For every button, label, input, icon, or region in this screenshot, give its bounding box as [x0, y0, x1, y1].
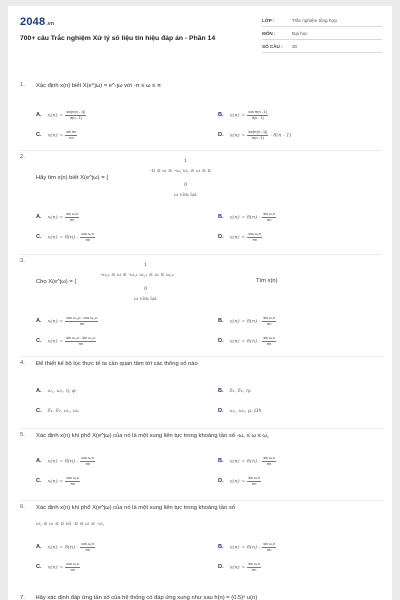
question-7: [20, 595, 257, 600]
option-lhs: x(n) =: [47, 478, 64, 485]
piecewise-condition: -π ≤ ω ≤ -ω꜀ ω꜀ ≤ ω ≤ π: [150, 168, 211, 174]
option-fraction: [262, 212, 276, 222]
option-fraction: [65, 562, 80, 572]
option-lhs: x(n) =: [47, 214, 64, 221]
option-c[interactable]: [36, 232, 95, 242]
option-letter: D.: [218, 408, 224, 414]
fraction-numerator: sin(π(n - 1)): [248, 130, 268, 134]
fraction-denominator: πn: [266, 321, 272, 326]
option-letter: A.: [36, 388, 42, 394]
divider: [20, 150, 382, 151]
piecewise-value: 1: [144, 262, 148, 268]
logo-suffix: .vn: [46, 21, 55, 27]
option-c[interactable]: [36, 130, 77, 140]
option-lhs: δ₁, δ₂, ω꜀, ωₚ: [47, 408, 80, 414]
piecewise-value: 1: [184, 158, 188, 164]
question-stem: Xác định x(n) khi phổ X(e^jω) của nó là một xung liên tục trong khoảng tần số: [36, 505, 235, 511]
fraction-numerator: sin πn: [66, 130, 77, 134]
fraction-numerator: sin ω꜀n: [263, 336, 275, 340]
fraction-numerator: cos ω꜀₂n - cos ω꜀₁n: [66, 316, 98, 320]
option-lhs: x(n) = δ(n) -: [47, 458, 79, 465]
option-lhs: x(n) =: [47, 132, 64, 139]
question-number: 5.: [20, 432, 25, 438]
option-c[interactable]: [36, 408, 79, 414]
option-lhs: x(n) = δ(n) -: [229, 338, 261, 345]
fraction-numerator: sin ω꜀n: [248, 476, 260, 480]
fraction-denominator: πn: [252, 237, 257, 242]
fraction-denominator: πn: [78, 341, 84, 346]
option-fraction: [65, 316, 98, 326]
option-fraction: [80, 456, 95, 466]
option-letter: B.: [218, 458, 224, 465]
divider: [20, 356, 382, 357]
option-fraction: [65, 130, 77, 140]
question-number: 2.: [20, 154, 25, 160]
option-letter: D.: [218, 132, 224, 139]
option-fraction: [65, 110, 86, 120]
option-c[interactable]: [36, 476, 80, 486]
fraction-numerator: cos π(n - 1): [248, 110, 267, 114]
piecewise-condition: -ω꜀₂ ≤ ω ≤ -ω꜀₁ ω꜀₁ ≤ ω ≤ ω꜀₂: [100, 272, 174, 278]
option-letter: B.: [218, 112, 224, 119]
option-lhs: x(n) = δ(n) -: [47, 544, 79, 551]
option-letter: D.: [218, 338, 224, 345]
option-fraction: [80, 542, 95, 552]
option-d[interactable]: [218, 130, 291, 140]
option-letter: D.: [218, 478, 224, 485]
question-stem-after: Tìm x(n): [256, 278, 278, 284]
fraction-numerator: cos ω꜀n: [81, 456, 94, 460]
option-fraction: [65, 336, 96, 346]
option-a[interactable]: [36, 542, 95, 552]
option-letter: A.: [36, 458, 42, 465]
meta-row-count: [262, 42, 382, 53]
option-fraction: [262, 316, 276, 326]
fraction-denominator: πn: [266, 547, 272, 552]
option-b[interactable]: [218, 110, 268, 120]
fraction-denominator: πn: [70, 481, 75, 486]
fraction-numerator: cos ω꜀n: [66, 562, 79, 566]
divider: [20, 428, 382, 429]
meta-value: Trắc nghiệm tổng hợp: [292, 18, 337, 23]
option-lhs: x(n) =: [47, 112, 64, 119]
option-fraction: [247, 232, 262, 242]
question-stem: [36, 278, 382, 286]
option-fraction: [247, 562, 261, 572]
option-lhs: x(n) = δ(n) -: [47, 234, 79, 241]
option-d[interactable]: [218, 562, 261, 572]
meta-key: MÔN :: [262, 31, 276, 36]
option-lhs: x(n) =: [229, 234, 246, 241]
question-stem: Xác định x(n) khi phổ X(e^jω) của nó là một xung liên tục trong khoảng tần số -ω꜀ ≤ ω ≤ ω꜀: [36, 433, 269, 439]
option-fraction: [65, 476, 80, 486]
option-b[interactable]: [218, 456, 276, 466]
piecewise-value: 0: [144, 286, 148, 292]
option-b[interactable]: [218, 212, 276, 222]
question-stem: Để thiết kế bộ lọc thực tế ta cần quan tâm tới các thông số nào: [36, 361, 198, 367]
fraction-numerator: cos ω꜀n: [81, 232, 94, 236]
option-letter: B.: [218, 318, 224, 325]
option-letter: A.: [36, 214, 42, 221]
piecewise-value: 0: [184, 182, 188, 188]
option-letter: C.: [36, 564, 42, 571]
question-stem: Hãy tìm x(n) biết X(e^jω) = {: [36, 175, 109, 181]
fraction-numerator: sin ω꜀n: [263, 456, 275, 460]
fraction-denominator: πn: [85, 461, 90, 466]
option-letter: D.: [218, 234, 224, 241]
question-stem: Xác định x(n) biết X(e^jω) = e^-jω với -π ≤ ω ≤ π: [36, 83, 161, 89]
question-number: 6.: [20, 504, 25, 510]
question-number: 3.: [20, 258, 25, 264]
option-d[interactable]: [218, 476, 261, 486]
option-a[interactable]: [36, 316, 98, 326]
fraction-numerator: cos ω꜀n: [81, 542, 94, 546]
question-1: [20, 82, 382, 144]
meta-row-class: [262, 16, 382, 27]
option-fraction: [262, 456, 276, 466]
piecewise-condition: ω còn lại: [134, 296, 157, 302]
fraction-denominator: π(n - 1): [69, 115, 82, 120]
question-stem: Hãy xác định đáp ứng tần số của hệ thống có đáp ứng xung như sau h(n) = (0.5)ⁿ u(n): [35, 595, 258, 600]
fraction-denominator: πn: [85, 547, 90, 552]
fraction-denominator: πn: [69, 217, 75, 222]
option-lhs: x(n) = δ(n) -: [229, 458, 261, 465]
meta-table: [262, 16, 382, 55]
meta-key: LỚP :: [262, 18, 275, 23]
option-b[interactable]: [218, 542, 276, 552]
option-letter: C.: [36, 408, 42, 414]
fraction-denominator: πn: [266, 217, 272, 222]
question-4: [20, 360, 382, 420]
option-lhs: x(n) =: [229, 564, 246, 571]
piecewise-condition: ω còn lại: [174, 192, 197, 198]
option-d[interactable]: [218, 232, 262, 242]
meta-value: 30: [292, 44, 298, 49]
option-a[interactable]: [36, 388, 76, 394]
fraction-numerator: sin ω꜀n: [263, 316, 275, 320]
option-letter: C.: [36, 478, 42, 485]
option-d[interactable]: [218, 336, 276, 346]
option-lhs: x(n) =: [229, 112, 246, 119]
divider: [20, 254, 382, 255]
site-logo[interactable]: [20, 16, 54, 28]
document-page: [8, 6, 392, 600]
fraction-numerator: sin ω꜀n: [263, 212, 275, 216]
option-lhs: ω꜀, ωₚ, μ, Ωh: [229, 408, 262, 414]
question-3: [20, 258, 382, 348]
fraction-denominator: πn: [85, 237, 90, 242]
option-letter: C.: [36, 338, 42, 345]
fraction-denominator: πn: [266, 341, 272, 346]
meta-value: Đại học: [292, 31, 308, 36]
option-a[interactable]: [36, 212, 79, 222]
document-title: 700+ câu Trắc nghiệm Xử lý số liệu tín hiệu đáp án - Phần 14: [20, 35, 216, 42]
question-2: [20, 154, 382, 244]
option-lhs: x(n) =: [229, 478, 246, 485]
option-a[interactable]: [36, 110, 86, 120]
divider: [20, 500, 382, 501]
fraction-numerator: cos ω꜀n: [66, 476, 79, 480]
option-lhs: x(n) = δ(n) -: [229, 214, 261, 221]
question-number: 1.: [20, 82, 25, 88]
option-c[interactable]: [36, 562, 80, 572]
option-lhs: x(n) = δ(n) -: [229, 318, 261, 325]
fraction-denominator: πn: [70, 567, 75, 572]
option-lhs: x(n) =: [47, 564, 64, 571]
option-fraction: [262, 542, 276, 552]
option-tail: - δ(n - 1): [269, 132, 292, 139]
question-stem-text: Cho X(e^jω) = {: [36, 279, 77, 285]
document-header: [20, 14, 382, 66]
option-fraction: [247, 130, 268, 140]
fraction-denominator: πn: [79, 321, 85, 326]
option-fraction: [262, 336, 276, 346]
option-fraction: [65, 212, 79, 222]
fraction-denominator: πn: [69, 135, 74, 140]
question-5: [20, 432, 382, 496]
question-stem-line2: ω꜀ ≤ ω ≤ π và -π ≤ ω ≤ -ω꜀: [36, 521, 105, 527]
option-lhs: x(n) =: [47, 338, 64, 345]
option-fraction: [247, 110, 268, 120]
fraction-numerator: sin ω꜀₂n - sin ω꜀₁n: [66, 336, 96, 340]
option-lhs: ω꜀, ωₚ, η, φ: [47, 388, 76, 394]
option-b[interactable]: [218, 316, 276, 326]
fraction-numerator: sin ω꜀n: [263, 542, 275, 546]
fraction-denominator: πn: [266, 461, 272, 466]
fraction-numerator: sin(π(n - 1)): [66, 110, 86, 114]
fraction-numerator: sin ω꜀n: [66, 212, 78, 216]
logo-text: 2048: [20, 16, 46, 28]
question-number: 7.: [20, 595, 25, 600]
option-letter: D.: [218, 564, 224, 571]
question-6: [20, 504, 382, 584]
option-fraction: [247, 476, 261, 486]
option-lhs: x(n) =: [47, 318, 64, 325]
option-letter: A.: [36, 544, 42, 551]
fraction-numerator: sin ω꜀n: [248, 562, 260, 566]
option-letter: B.: [218, 388, 224, 394]
option-letter: B.: [218, 214, 224, 221]
option-letter: A.: [36, 112, 42, 119]
option-lhs: x(n) =: [229, 132, 246, 139]
question-number: 4.: [20, 360, 25, 366]
option-letter: C.: [36, 132, 42, 139]
option-letter: C.: [36, 234, 42, 241]
meta-key: SỐ CÂU :: [262, 44, 283, 49]
option-lhs: δ₁, δ₂, η₂: [229, 388, 251, 394]
meta-row-subject: [262, 29, 382, 40]
fraction-numerator: cos ω꜀n: [248, 232, 261, 236]
option-fraction: [80, 232, 95, 242]
option-letter: B.: [218, 544, 224, 551]
option-d[interactable]: [218, 408, 262, 414]
fraction-denominator: πn: [251, 481, 257, 486]
fraction-denominator: π(n - 1): [251, 115, 264, 120]
fraction-denominator: πn: [251, 567, 257, 572]
option-b[interactable]: [218, 388, 251, 394]
option-lhs: x(n) = δ(n) -: [229, 544, 261, 551]
option-c[interactable]: [36, 336, 96, 346]
fraction-denominator: π(n - 1): [251, 135, 264, 140]
option-letter: A.: [36, 318, 42, 325]
option-a[interactable]: [36, 456, 95, 466]
